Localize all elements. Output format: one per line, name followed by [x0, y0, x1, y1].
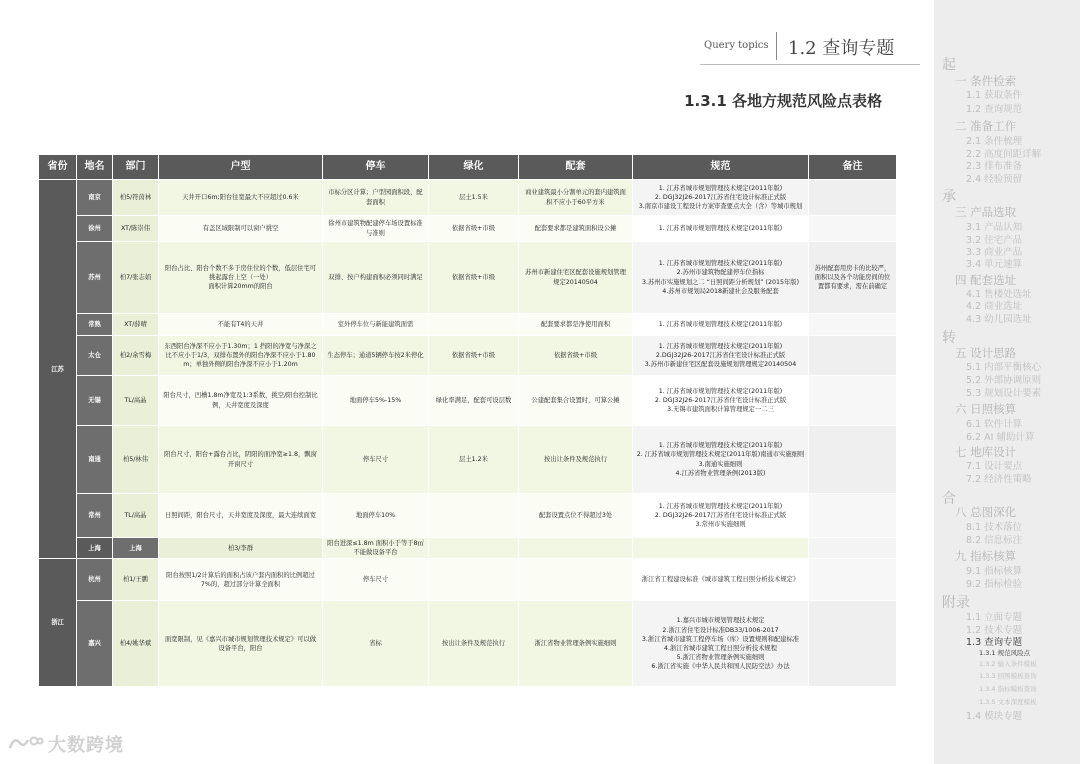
- toc-item[interactable]: 1.2 技术专题: [966, 625, 1023, 636]
- toc-item[interactable]: 1.3.3 回图模板查询: [979, 672, 1037, 680]
- toc-item[interactable]: 四 配套选址: [955, 273, 1017, 287]
- table-row: [39, 426, 897, 494]
- note-cell: [809, 426, 897, 494]
- spec-cell: 1.嘉兴市城市规划管理技术规定 2.浙江省住宅设计标准DB33/1006-2017 3.浙江省城市建筑工程停车场（库）设置规则和配建标准 4.浙江省城市建筑工程日照分析技术规程 5.浙江省物业管理条例实施细则 6.浙江省实施《中华人民共和国人民防空法》办法: [633, 601, 809, 687]
- type-cell: 阳台尺寸，凹槽1.8m净宽及1:3系数，挑空/阳台控制比例，天井宽度及深度: [159, 376, 323, 426]
- toc-item[interactable]: 8.1 技术落位: [966, 522, 1023, 533]
- table-row: [39, 336, 897, 376]
- city-cell: 南京: [77, 180, 113, 216]
- header-divider: [776, 32, 777, 60]
- table-header-row: [39, 155, 897, 180]
- green-cell: [429, 559, 519, 601]
- toc-item[interactable]: 1.3.5 文本深度模板: [979, 698, 1037, 706]
- toc-item[interactable]: 3.2 住宅产品: [966, 235, 1023, 246]
- col-header: 配套: [519, 155, 633, 180]
- toc-item[interactable]: 1.4 模块专题: [966, 711, 1023, 722]
- spec-cell: 1. 江苏省城市规划管理技术规定(2011年版): [633, 216, 809, 242]
- dept-cell: 柏7/张志娟: [113, 242, 159, 314]
- support-cell: [633, 538, 809, 559]
- support-cell: 按出让条件及规范执行: [519, 426, 633, 494]
- col-header: 停车: [323, 155, 429, 180]
- col-header: 户型: [159, 155, 323, 180]
- spec-cell: 1. 江苏省城市规划管理技术规定(2011年版) 2.苏州市建筑物配建停车位指标 3.苏州市实施规划之二 “日照间距分析规划” (2015年版) 4.苏州市规划局2018新建社会及服务配套: [633, 242, 809, 314]
- toc-item[interactable]: 1.1 立面专题: [966, 612, 1023, 623]
- toc-item[interactable]: 七 地库设计: [955, 445, 1017, 459]
- note-cell: [809, 216, 897, 242]
- spec-cell: 1. 江苏省城市规划管理技术规定(2011年版): [633, 314, 809, 336]
- col-header: 备注: [809, 155, 897, 180]
- toc-item[interactable]: 一 条件检索: [955, 74, 1017, 88]
- toc-item[interactable]: 6.2 AI 辅助计算: [966, 432, 1035, 443]
- toc-item[interactable]: 4.2 商业选址: [966, 301, 1023, 312]
- toc-item[interactable]: 2.2 高度间距详解: [966, 149, 1042, 160]
- toc-item[interactable]: 4.1 售楼处选址: [966, 289, 1032, 300]
- parking-cell: 双排、按户构建面积必须同时满足: [323, 242, 429, 314]
- toc-item[interactable]: 9.2 指标检验: [966, 579, 1023, 590]
- brand-watermark: 大数跨境: [48, 735, 124, 756]
- city-cell: 嘉兴: [77, 601, 113, 687]
- header-cn: 1.2 查询专题: [788, 38, 895, 59]
- table-row: [39, 538, 897, 559]
- city-cell: 太仓: [77, 336, 113, 376]
- note-cell: 苏州配套用房卡的比较严，面积以及各个功能房间的位置都有要求，需在前确定: [809, 242, 897, 314]
- table-row: [39, 180, 897, 216]
- city-cell: 常州: [77, 494, 113, 538]
- type-cell: 阳台进深≤1.8m 面积小于等于8㎡不能做设备平台: [323, 538, 429, 559]
- green-cell: 依据省级+市级: [429, 216, 519, 242]
- toc-item[interactable]: 3.4 单元速算: [966, 259, 1023, 270]
- dept-cell: 柏4/姚华斌: [113, 601, 159, 687]
- toc-item-active[interactable]: 1.3 查询专题: [966, 637, 1023, 648]
- dept-cell: 柏5/符茵林: [113, 180, 159, 216]
- type-cell: 有盖区域限制可以窗户挑空: [159, 216, 323, 242]
- support-cell: [519, 559, 633, 601]
- toc-item[interactable]: 附录: [942, 595, 970, 611]
- green-cell: 层土1.5米: [429, 180, 519, 216]
- parking-cell: 室外停车位与新能建筑面需: [323, 314, 429, 336]
- dept-cell: TL/高晶: [113, 494, 159, 538]
- type-cell: 东西阳台净深不应小于1.30m；1 挡阳的净宽与净深之比不应小于1/3，双排布置外的阳台净深不应小于1.80m；单独外侧的阳台净深不应小于1.20m: [159, 336, 323, 376]
- toc-item[interactable]: 2.1 条件梳理: [966, 136, 1023, 147]
- toc-item[interactable]: 1.1 获取条件: [966, 90, 1023, 101]
- toc-item[interactable]: 9.1 指标核算: [966, 566, 1023, 577]
- spec-cell: 1. 江苏省城市规划管理技术规定(2011年版) 2.DGJ32J26-2017江苏省住宅设计标准正式版 3.苏州市新建住宅区配套设施规划管理规定20140504: [633, 336, 809, 376]
- table-row: [39, 601, 897, 687]
- parking-cell: 地面停车10%: [323, 494, 429, 538]
- toc-item[interactable]: 三 产品选取: [955, 205, 1017, 219]
- table-row: [39, 314, 897, 336]
- type-cell: 天井开口6m;阳台往宽最大不应超过0.6米: [159, 180, 323, 216]
- brand-logo-icon: [8, 734, 44, 752]
- parking-cell: 生态停车；通道5辆停车按2米停化: [323, 336, 429, 376]
- parking-cell: 停车尺寸: [323, 559, 429, 601]
- dept-cell: TL/高晶: [113, 376, 159, 426]
- spec-cell: 浙江省工程建设标准《城市建筑工程日照分析技术规定》: [633, 559, 809, 601]
- city-cell: 上海: [113, 538, 159, 559]
- parking-cell: 徐州市建筑物配建停车场设置标准与准则: [323, 216, 429, 242]
- spec-cell: 1. 江苏省城市规划管理技术规定(2011年版) 2. DGJ32J26-2017江苏省住宅设计标准正式版 3.常州市实施细则: [633, 494, 809, 538]
- support-cell: 配套设置点位不得超过3处: [519, 494, 633, 538]
- toc-item[interactable]: 六 日照核算: [955, 402, 1017, 416]
- type-cell: 阳台占比、阳台个数不多于房住位的个数，低层住宅可挑起露台上空（一处） 面积计算20mm的阳台: [159, 242, 323, 314]
- province-cell: 上海: [77, 538, 113, 559]
- toc-item[interactable]: 3.3 商业产品: [966, 247, 1023, 258]
- note-cell: [809, 336, 897, 376]
- type-cell: 不能有T4的天井: [159, 314, 323, 336]
- toc-item[interactable]: 1.3.4 指标模板查询: [979, 685, 1037, 693]
- toc-item[interactable]: 五 设计思路: [955, 346, 1017, 360]
- parking-cell: 省标: [323, 601, 429, 687]
- toc-item[interactable]: 4.3 幼儿园选址: [966, 314, 1032, 325]
- toc-item[interactable]: 二 准备工作: [955, 119, 1017, 133]
- col-header: 绿化: [429, 155, 519, 180]
- support-cell: 苏州市新建住宅区配套设施规划管理规定20140504: [519, 242, 633, 314]
- support-cell: 商业建筑最小分割单元的套内建筑面积不应小于60平方米: [519, 180, 633, 216]
- dept-cell: 柏5/林伟: [113, 426, 159, 494]
- toc-item[interactable]: 八 总图深化: [955, 505, 1017, 519]
- header-rule: [700, 64, 920, 65]
- toc-item[interactable]: 九 指标核算: [955, 549, 1017, 563]
- support-cell: 配套要求都是净使用面积: [519, 314, 633, 336]
- toc-item[interactable]: 8.2 信息标注: [966, 535, 1023, 546]
- toc-item[interactable]: 7.1 设计要点: [966, 461, 1023, 472]
- parking-cell: 地面停车5%-15%: [323, 376, 429, 426]
- toc-item-active[interactable]: 1.3.1 规范风险点: [979, 649, 1031, 657]
- support-cell: 浙江省物业管理条例实施细则: [519, 601, 633, 687]
- spec-cell: 1. 江苏省城市规划管理技术规定(2011年版) 2. DGJ32J26-2017江苏省住宅设计标准正式版 3.南京市建设工程设计方案审查要点大全（含）等城市规划: [633, 180, 809, 216]
- green-cell: [429, 314, 519, 336]
- toc-item[interactable]: 6.1 软件计算: [966, 419, 1023, 430]
- type-cell: 面宽限制，见《嘉兴市城市规划管理技术规定》可以做设备平台，阳台: [159, 601, 323, 687]
- toc-item[interactable]: 起: [942, 57, 956, 73]
- city-cell: 苏州: [77, 242, 113, 314]
- parking-cell: [429, 538, 519, 559]
- toc-item[interactable]: 承: [942, 189, 956, 205]
- green-cell: 层土1.2米: [429, 426, 519, 494]
- dept-cell: XT/薛晴: [113, 314, 159, 336]
- support-cell: 依据省级+市级: [519, 336, 633, 376]
- city-cell: 无锡: [77, 376, 113, 426]
- toc-item[interactable]: 5.2 外部协调原则: [966, 375, 1042, 386]
- table-row: [39, 559, 897, 601]
- green-cell: 按出让条件及规范执行: [429, 601, 519, 687]
- dept-cell: 柏2/余雪梅: [113, 336, 159, 376]
- spec-cell: 1. 江苏省城市规划管理技术规定(2011年版) 2. DGJ32J26-2017江苏省住宅设计标准正式版 3.无锡市建筑面积计算管理规定一二三: [633, 376, 809, 426]
- dept-cell: 柏1/王鹏: [113, 559, 159, 601]
- city-cell: 杭州: [77, 559, 113, 601]
- col-header: 地名: [77, 155, 113, 180]
- note-cell: [809, 314, 897, 336]
- table-row: [39, 376, 897, 426]
- province-cell: 浙江: [39, 559, 77, 687]
- col-header: 省份: [39, 155, 77, 180]
- page-title: 1.3.1 各地方规范风险点表格: [684, 92, 882, 110]
- spec-cell: 1. 江苏省城市规划管理技术规定(2011年版) 2. 江苏省城市规划管理技术规定(2011年版)南通市实施细则 3.南通实施细则 4.江苏省物业管理条例(2013版): [633, 426, 809, 494]
- city-cell: 常熟: [77, 314, 113, 336]
- note-cell: [809, 494, 897, 538]
- note-cell: [809, 559, 897, 601]
- dept-cell: 柏3/李群: [159, 538, 323, 559]
- parking-cell: 停车尺寸: [323, 426, 429, 494]
- toc-item[interactable]: 5.1 内部平衡核心: [966, 362, 1042, 373]
- table-row: [39, 242, 897, 314]
- note-cell: [809, 376, 897, 426]
- province-cell: 江苏: [39, 180, 77, 559]
- green-cell: 依据省级+市级: [429, 336, 519, 376]
- toc-item[interactable]: 5.3 规划设计要素: [966, 388, 1042, 399]
- dept-cell: XT/陈崇伟: [113, 216, 159, 242]
- col-header: 部门: [113, 155, 159, 180]
- support-cell: 公建配套集合设置时，可算公摊: [519, 376, 633, 426]
- risk-table: [38, 154, 897, 687]
- green-cell: 绿化率满足，配套可设层数: [429, 376, 519, 426]
- toc-item[interactable]: 1.2 查询规范: [966, 104, 1023, 115]
- sidebar-toc: [934, 0, 1080, 764]
- toc-item[interactable]: 2.3 排布准备: [966, 161, 1023, 172]
- green-cell: [519, 538, 633, 559]
- city-cell: 徐州: [77, 216, 113, 242]
- table-row: [39, 494, 897, 538]
- type-cell: 阳台尺寸，阳台+露台占比，阴阳的面净宽≥1.8，飘窗开窗尺寸: [159, 426, 323, 494]
- support-cell: 配套要求都是建筑面积设公摊: [519, 216, 633, 242]
- toc-item[interactable]: 合: [942, 491, 956, 507]
- note-cell: [809, 180, 897, 216]
- toc-item[interactable]: 2.4 经验预留: [966, 174, 1023, 185]
- toc-item[interactable]: 转: [942, 330, 956, 346]
- table-body: [39, 180, 897, 687]
- green-cell: [429, 494, 519, 538]
- col-header: 规范: [633, 155, 809, 180]
- note-cell: [809, 601, 897, 687]
- toc-item[interactable]: 1.3.2 输入条件模板: [979, 660, 1037, 668]
- type-cell: 日照间距，阳台尺寸，天井宽度及深度，最大连续面宽: [159, 494, 323, 538]
- spec-cell: [809, 538, 897, 559]
- type-cell: 阳台按照1/2计算后的面积占该户套内面积的比例超过7%的，超过部分计算全面积: [159, 559, 323, 601]
- header-en: Query topics: [704, 40, 769, 51]
- toc-item[interactable]: 7.2 经济性策略: [966, 474, 1032, 485]
- city-cell: 南通: [77, 426, 113, 494]
- table-row: [39, 216, 897, 242]
- toc-item[interactable]: 3.1 产品认知: [966, 222, 1023, 233]
- parking-cell: 市标分区计算；户型园面积段，配套面积: [323, 180, 429, 216]
- green-cell: 依据省级+市级: [429, 242, 519, 314]
